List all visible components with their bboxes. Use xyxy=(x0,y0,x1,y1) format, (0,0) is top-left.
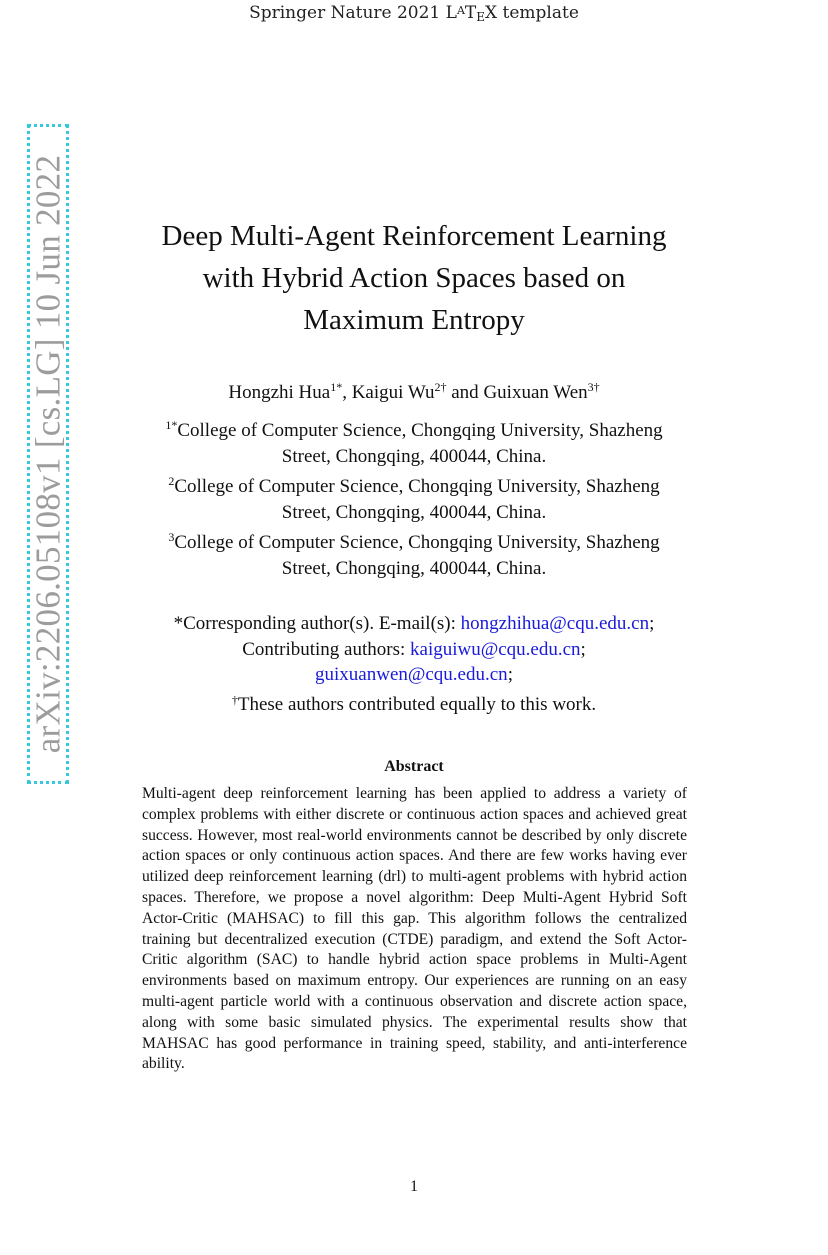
affiliation-1: $^{1*}$College of Computer Science, Chongqing University, Shazheng Street, Chongqing, 400044, China. xyxy=(165,418,663,467)
latex-logo: $L^AT_EX$ xyxy=(445,3,498,24)
arxiv-stamp-text: arXiv:2206.05108v1 [cs.LG] 10 Jun 2022 xyxy=(28,154,67,754)
title-line-2: with Hybrid Action Spaces based on xyxy=(202,262,626,294)
equal-contribution-note: These authors contributed equally to this work. xyxy=(237,693,597,715)
contributing-label: Contributing authors: xyxy=(242,638,411,660)
abstract-heading: Abstract xyxy=(384,758,444,775)
title-line-3: Maximum Entropy xyxy=(303,304,525,336)
corresponding-label: *Corresponding author(s). E-mail(s): xyxy=(173,613,461,634)
author-name: Guixuan Wen xyxy=(483,382,588,403)
header-tail: template xyxy=(497,3,579,23)
correspondence: *Corresponding author(s). E-mail(s): hongzhihua@cqu.edu.cn; Contributing authors: kaiguiwu@cqu.edu.cn; guixuanwen@cqu.edu.cn; †These authors contributed equally to this work. xyxy=(173,613,655,715)
author-mark: 1* xyxy=(330,380,343,394)
affiliations xyxy=(100,413,728,581)
author-mark: 3† xyxy=(587,380,600,394)
affiliation-3: $^3$College of Computer Science, Chongqing University, Shazheng Street, Chongqing, 400044, China. xyxy=(168,530,660,579)
arxiv-stamp[interactable] xyxy=(27,124,69,784)
author-mark: 2† xyxy=(434,380,447,394)
paper-title xyxy=(100,215,728,341)
affiliation-2: $^2$College of Computer Science, Chongqing University, Shazheng Street, Chongqing, 400044, China. xyxy=(168,474,660,523)
equal-contribution-mark: † xyxy=(231,692,238,707)
title-line-1: Deep Multi-Agent Reinforcement Learning xyxy=(161,220,667,252)
email-link-wen[interactable]: guixuanwen@cqu.edu.cn xyxy=(315,664,508,685)
running-header xyxy=(0,0,828,28)
abstract-text: Multi-agent deep reinforcement learning has been applied to address a variety of complex problems with either discrete or continuous action spaces and achieved great success. However, most real-world environments cannot be described by only discrete action spaces or only continuous action spaces. And there are few works having ever utilized deep reinforcement learning (drl) to multi-agent problems with hybrid action spaces. Therefore, we propose a novel algorithm: Deep Multi-Agent Hybrid Soft Actor-Critic (MAHSAC) to fill this gap. This algorithm follows the centralized training but decentralized execution (CTDE) paradigm, and extend the Soft Actor-Critic algorithm (SAC) to handle hybrid action space problems in Multi-Agent environments based on maximum entropy. Our experiences are running on an easy multi-agent particle world with a continuous observation and discrete action space, along with some basic simulated physics. The experimental results show that MAHSAC has good performance in training speed, stability, and anti-interference ability. xyxy=(142,785,687,1073)
header-text: Springer Nature 2021 xyxy=(249,3,446,23)
page-number: 1 xyxy=(410,1178,418,1195)
author-name: Kaigui Wu xyxy=(351,382,435,403)
author-list: Hongzhi Hua$^{1*}$, Kaigui $Wu^{2\dagger}$ and Guixuan Wen$^{3\dagger}$ xyxy=(228,380,600,403)
author-name: Hongzhi Hua xyxy=(228,382,331,403)
email-link-hua[interactable]: hongzhihua@cqu.edu.cn xyxy=(460,613,650,634)
email-link-wu[interactable]: kaiguiwu@cqu.edu.cn xyxy=(410,638,581,660)
